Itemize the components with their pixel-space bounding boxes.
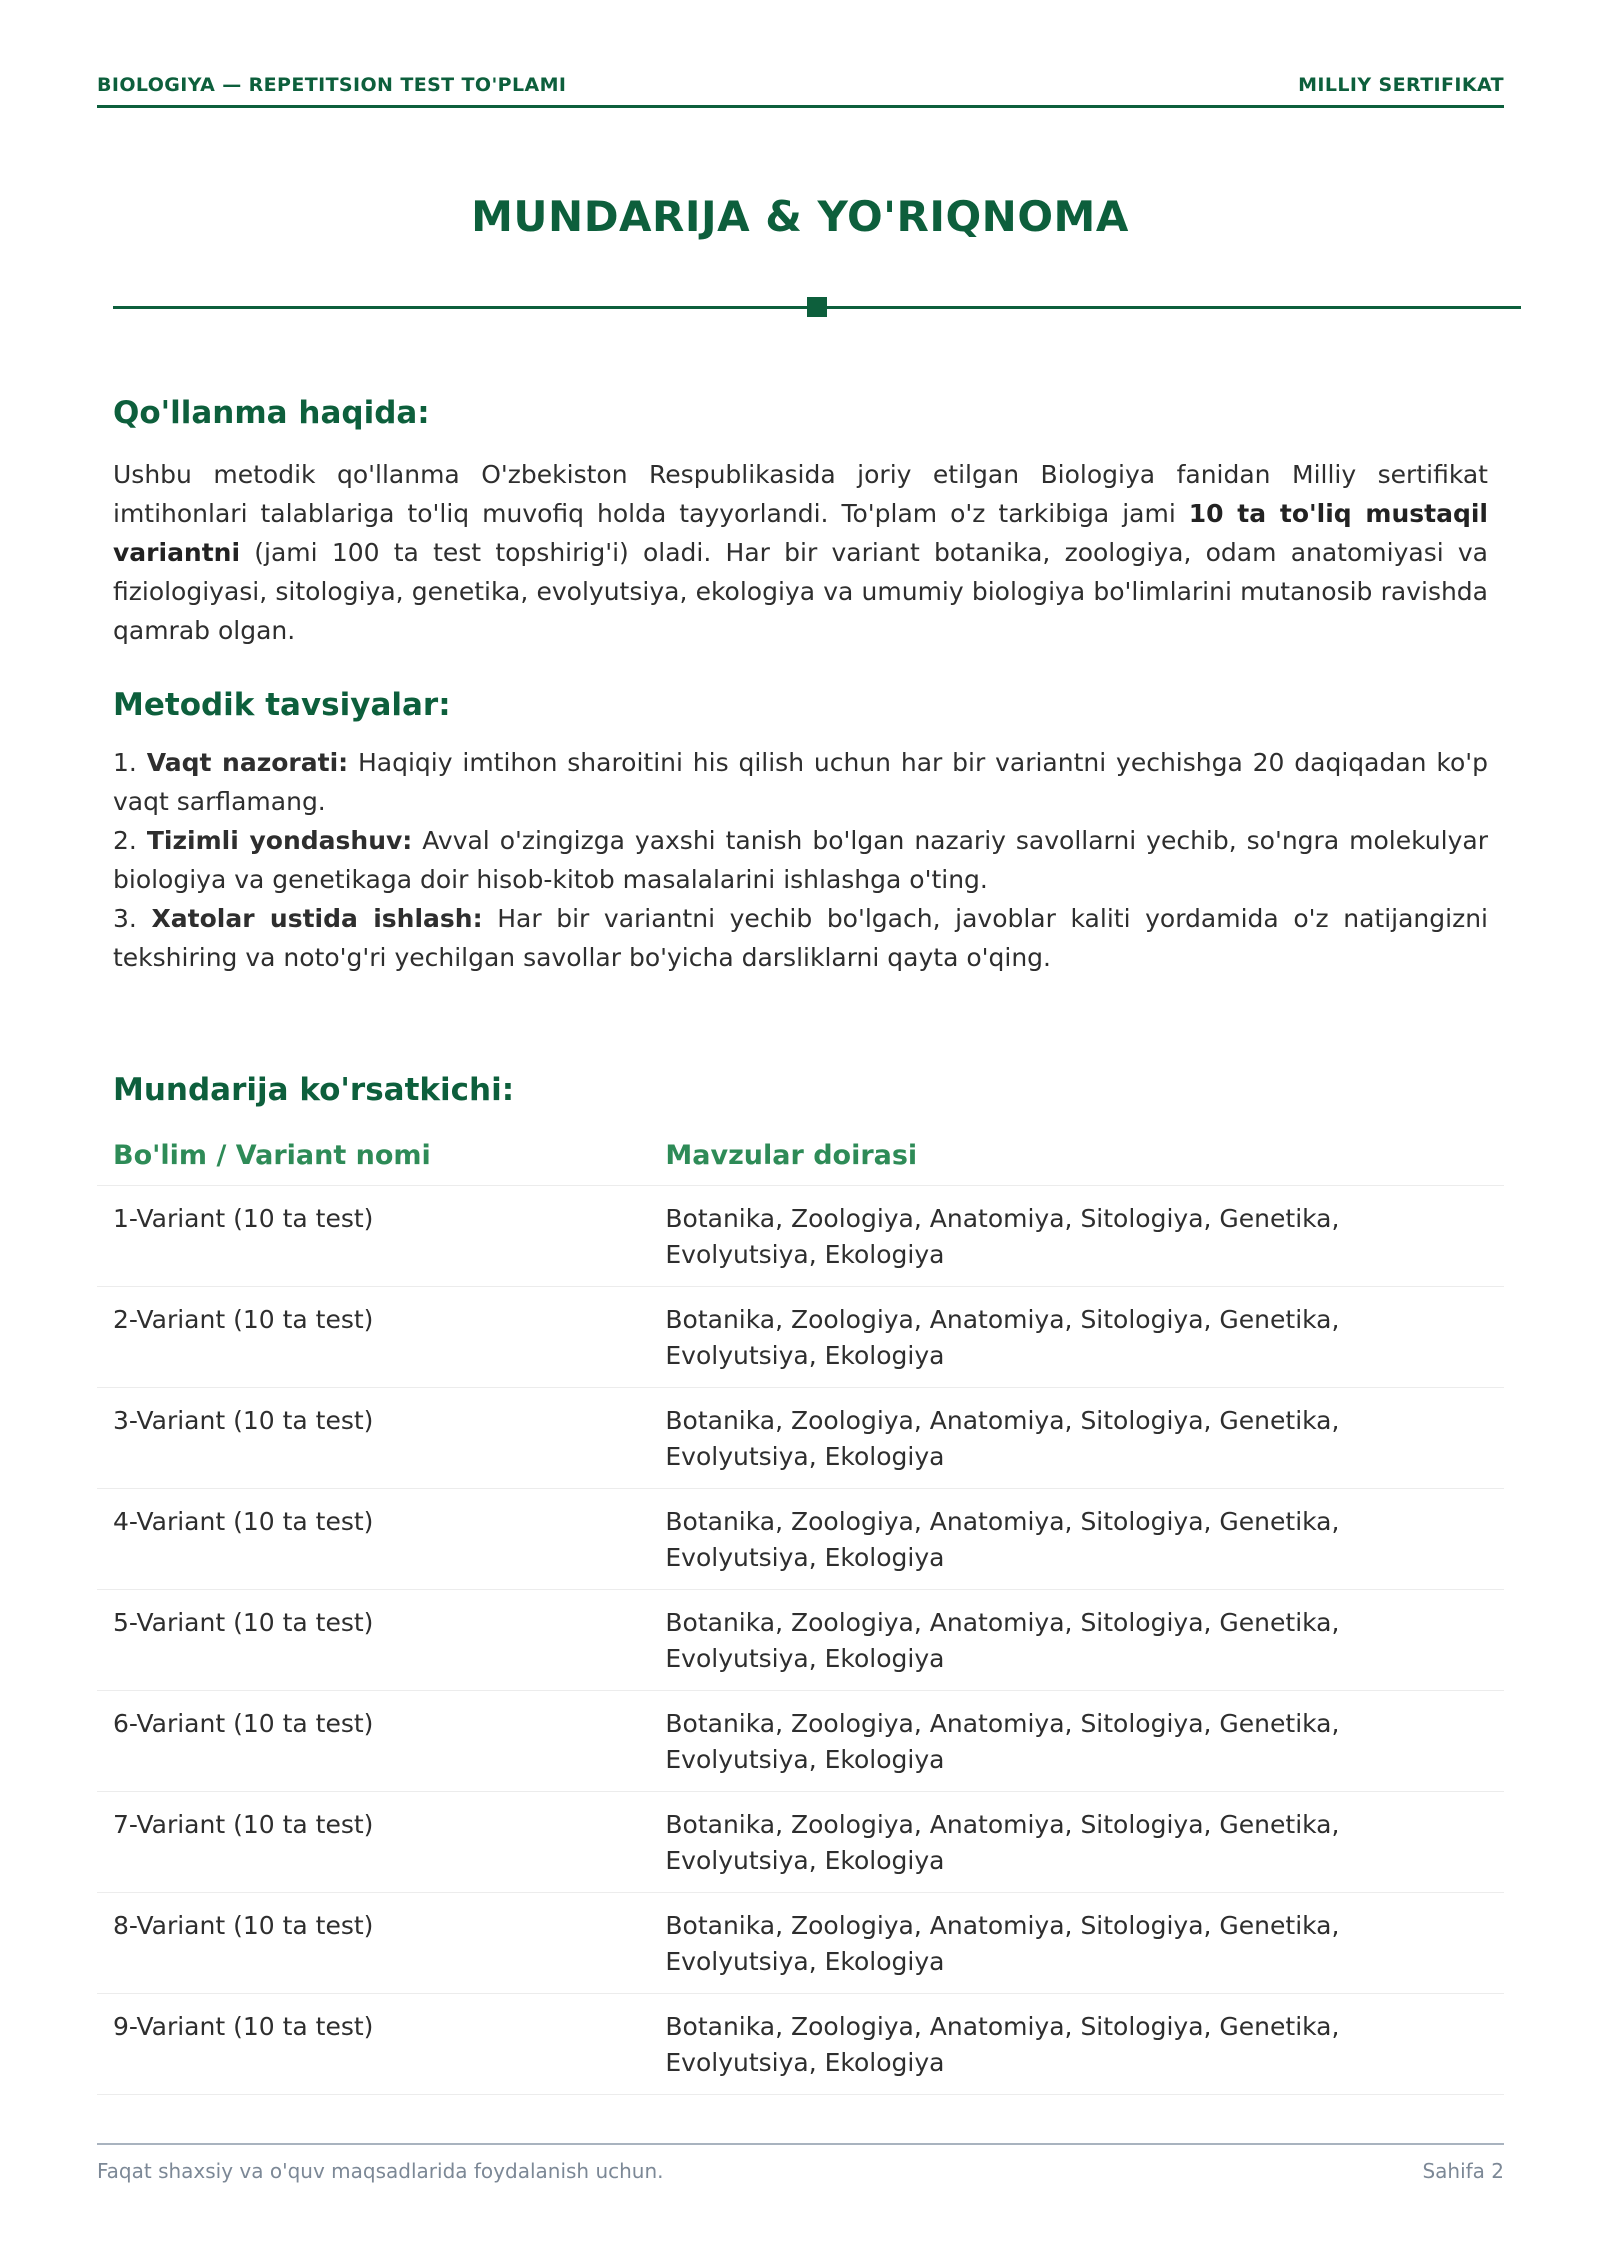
method-item-number: 2. [113, 826, 137, 855]
toc-column-header-topics: Mavzular doirasi [649, 1130, 1504, 1186]
toc-heading: Mundarija ko'rsatkichi: [113, 1072, 515, 1108]
toc-column-header-section: Bo'lim / Variant nomi [97, 1130, 649, 1186]
divider-square-ornament [807, 297, 827, 317]
method-item-text: Avval o'zingizga yaxshi tanish bo'lgan nazariy savollarni yechib, so'ngra molekulyar biologiya va genetikaga doir hisob-kitob masalalarini ishlashga o'ting. [113, 826, 1488, 894]
toc-variant-name: 8-Variant (10 ta test) [97, 1893, 649, 1994]
method-item-number: 1. [113, 748, 137, 777]
toc-table [97, 1130, 1504, 2095]
table-row [97, 1287, 1504, 1388]
about-paragraph [113, 455, 1488, 650]
page-footer [97, 2143, 1504, 2185]
table-row [97, 1388, 1504, 1489]
method-item-3 [113, 899, 1488, 977]
method-item-title: Xatolar ustida ishlash: [151, 904, 483, 933]
table-row [97, 1186, 1504, 1287]
methods-heading: Metodik tavsiyalar: [113, 687, 451, 723]
toc-variant-name: 1-Variant (10 ta test) [97, 1186, 649, 1287]
toc-header-row [97, 1130, 1504, 1186]
method-item-text: Har bir variantni yechib bo'lgach, javoblar kaliti yordamida o'z natijangizni tekshiring va noto'g'ri yechilgan savollar bo'yicha darsliklarni qayta o'qing. [113, 904, 1488, 972]
method-item-1 [113, 743, 1488, 821]
toc-variant-topics: Botanika, Zoologiya, Anatomiya, Sitologiya, Genetika, Evolyutsiya, Ekologiya [649, 1186, 1504, 1287]
header-book-title: BIOLOGIYA — REPETITSION TEST TO'PLAMI [97, 74, 567, 96]
running-header [97, 72, 1504, 108]
toc-variant-topics: Botanika, Zoologiya, Anatomiya, Sitologiya, Genetika, Evolyutsiya, Ekologiya [649, 1287, 1504, 1388]
methods-list [113, 743, 1488, 977]
table-row [97, 1691, 1504, 1792]
toc-variant-topics: Botanika, Zoologiya, Anatomiya, Sitologiya, Genetika, Evolyutsiya, Ekologiya [649, 1792, 1504, 1893]
table-row [97, 1994, 1504, 2095]
toc-variant-name: 7-Variant (10 ta test) [97, 1792, 649, 1893]
method-item-text: Haqiqiy imtihon sharoitini his qilish uchun har bir variantni yechishga 20 daqiqadan ko'p vaqt sarflamang. [113, 748, 1489, 816]
table-row [97, 1792, 1504, 1893]
toc-variant-name: 9-Variant (10 ta test) [97, 1994, 649, 2095]
toc-variant-name: 5-Variant (10 ta test) [97, 1590, 649, 1691]
toc-variant-name: 4-Variant (10 ta test) [97, 1489, 649, 1590]
toc-variant-topics: Botanika, Zoologiya, Anatomiya, Sitologiya, Genetika, Evolyutsiya, Ekologiya [649, 1691, 1504, 1792]
about-heading: Qo'llanma haqida: [113, 395, 430, 431]
toc-variant-topics: Botanika, Zoologiya, Anatomiya, Sitologiya, Genetika, Evolyutsiya, Ekologiya [649, 1489, 1504, 1590]
toc-variant-name: 6-Variant (10 ta test) [97, 1691, 649, 1792]
about-text-part-2: (jami 100 ta test topshirig'i) oladi. Har bir variant botanika, zoologiya, odam anatomiyasi va fiziologiyasi, sitologiya, genetika, evolyutsiya, ekologiya va umumiy biologiya bo'limlarini mutanosib ravishda qamrab olgan. [113, 538, 1488, 645]
footer-usage-note: Faqat shaxsiy va o'quv maqsadlarida foydalanish uchun. [97, 2159, 664, 2183]
method-item-number: 3. [113, 904, 137, 933]
table-row [97, 1893, 1504, 1994]
method-item-2 [113, 821, 1488, 899]
table-row [97, 1489, 1504, 1590]
toc-variant-name: 3-Variant (10 ta test) [97, 1388, 649, 1489]
header-series-label: MILLIY SERTIFIKAT [1298, 74, 1504, 96]
toc-variant-topics: Botanika, Zoologiya, Anatomiya, Sitologiya, Genetika, Evolyutsiya, Ekologiya [649, 1388, 1504, 1489]
method-item-title: Tizimli yondashuv: [146, 826, 413, 855]
page-title: MUNDARIJA & YO'RIQNOMA [471, 192, 1129, 241]
about-text-part-1: Ushbu metodik qo'llanma O'zbekiston Respublikasida joriy etilgan Biologiya fanidan Milliy sertifikat imtihonlari talablariga to'liq muvofiq holda tayyorlandi. To'plam o'z tarkibiga jami [113, 460, 1488, 528]
table-row [97, 1590, 1504, 1691]
title-divider [113, 296, 1521, 320]
footer-page-number: Sahifa 2 [1422, 2159, 1504, 2183]
toc-variant-topics: Botanika, Zoologiya, Anatomiya, Sitologiya, Genetika, Evolyutsiya, Ekologiya [649, 1994, 1504, 2095]
toc-variant-topics: Botanika, Zoologiya, Anatomiya, Sitologiya, Genetika, Evolyutsiya, Ekologiya [649, 1893, 1504, 1994]
toc-variant-name: 2-Variant (10 ta test) [97, 1287, 649, 1388]
method-item-title: Vaqt nazorati: [146, 748, 349, 777]
toc-variant-topics: Botanika, Zoologiya, Anatomiya, Sitologiya, Genetika, Evolyutsiya, Ekologiya [649, 1590, 1504, 1691]
about-text-bold: 10 ta to'liq mustaqil variantni [113, 499, 1489, 567]
